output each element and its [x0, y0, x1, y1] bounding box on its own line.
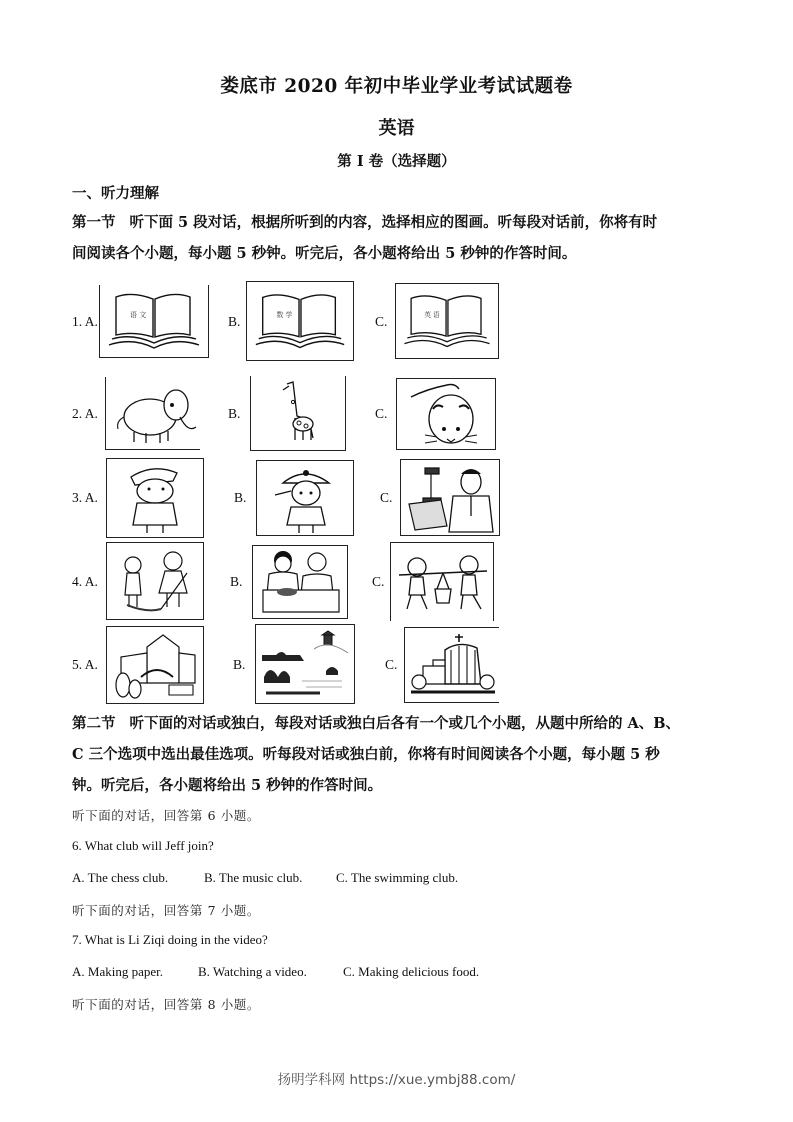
- q3-option-a-image: [106, 458, 204, 538]
- svg-text:语 文: 语 文: [130, 311, 147, 319]
- svg-text:英 语: 英 语: [424, 311, 440, 320]
- giraffe-icon: [251, 376, 345, 450]
- q4-label-a: 4. A.: [72, 574, 98, 589]
- q7-option-a: A. Making paper.: [72, 964, 163, 979]
- section2-label: 第二节: [72, 715, 116, 732]
- section1-label: 第一节: [72, 214, 116, 231]
- open-book-icon: [247, 282, 353, 360]
- q5-option-b-image: [255, 624, 355, 704]
- q1-option-b-image: [246, 281, 354, 361]
- q7-option-c: C. Making delicious food.: [343, 964, 480, 979]
- section1-instructions: [72, 207, 724, 269]
- svg-text:数 学: 数 学: [276, 311, 293, 320]
- q4-option-b-image: [252, 545, 348, 619]
- q6-option-b: B. The music club.: [204, 870, 303, 885]
- volume-heading: 第 I 卷（选择题）: [337, 153, 456, 170]
- q1-label-a: 1. A.: [72, 314, 98, 329]
- q3-label-b: B.: [234, 490, 247, 505]
- q6-option-a: A. The chess club.: [72, 870, 169, 885]
- section2-line2: C 三个选项中选出最佳选项。听每段对话或独白前，你将有时间阅读各个小题，每小题 5 秒: [72, 746, 660, 763]
- q2-label-a: 2. A.: [72, 406, 98, 421]
- part-heading-listening: 一、听力理解: [72, 185, 159, 202]
- scientist-microscope-icon: [401, 460, 499, 535]
- park-landscape-icon: [256, 625, 354, 703]
- police-officer-icon: [257, 461, 353, 535]
- q3-option-c-image: [400, 459, 500, 536]
- listen-prompt-q7: 听下面的对话，回答第 7 小题。: [72, 903, 261, 918]
- q1-option-a-image: [99, 285, 209, 358]
- question-7: 7. What is Li Ziqi doing in the video?: [72, 932, 268, 947]
- q1-label-b: B.: [228, 314, 241, 329]
- section1-line2: 间阅读各个小题，每小题 5 秒钟。听完后，各小题将给出 5 秒钟的作答时间。: [72, 245, 577, 262]
- q2-label-b: B.: [228, 406, 241, 421]
- q5-option-a-image: [106, 626, 204, 704]
- watermark-footer: 扬明学科网 https://xue.ymbj88.com/: [277, 1072, 516, 1088]
- q4-option-a-image: [106, 542, 204, 620]
- q3-label-c: C.: [380, 490, 393, 505]
- section2-line1: 听下面的对话或独白，每段对话或独白后各有一个或几个小题，从题中所给的 A、B、: [129, 715, 681, 732]
- q4-label-b: B.: [230, 574, 243, 589]
- q5-option-c-image: [404, 627, 499, 703]
- section2-line3: 钟。听完后，各小题将给出 5 秒钟的作答时间。: [72, 777, 383, 794]
- q2-option-b-image: [250, 376, 346, 451]
- children-sweeping-icon: [107, 543, 203, 619]
- soldier-icon: [107, 459, 203, 537]
- q1-label-c: C.: [375, 314, 388, 329]
- listen-prompt-q6: 听下面的对话，回答第 6 小题。: [72, 808, 261, 823]
- children-cooking-icon: [253, 546, 347, 618]
- open-book-icon: [100, 285, 208, 357]
- q3-option-b-image: [256, 460, 354, 536]
- q2-option-c-image: [396, 378, 496, 450]
- q5-label-b: B.: [233, 657, 246, 672]
- q2-option-a-image: [105, 377, 200, 450]
- listen-prompt-q8: 听下面的对话，回答第 8 小题。: [72, 997, 261, 1012]
- q3-label-a: 3. A.: [72, 490, 98, 505]
- q5-label-c: C.: [385, 657, 398, 672]
- mouse-icon: [397, 379, 495, 449]
- elephant-icon: [106, 377, 200, 449]
- q4-label-c: C.: [372, 574, 385, 589]
- q7-option-b: B. Watching a video.: [198, 964, 307, 979]
- q5-label-a: 5. A.: [72, 657, 98, 672]
- q2-label-c: C.: [375, 406, 388, 421]
- q6-option-c: C. The swimming club.: [336, 870, 459, 885]
- section2-instructions: [72, 708, 724, 801]
- question-6: 6. What club will Jeff join?: [72, 838, 214, 853]
- church-building-icon: [405, 628, 499, 702]
- school-building-icon: [107, 627, 203, 703]
- section1-line1: 听下面 5 段对话，根据所听到的内容，选择相应的图画。听每段对话前，你将有时: [129, 214, 658, 231]
- open-book-icon: [396, 284, 498, 358]
- exam-title: 娄底市 2020 年初中毕业学业考试试题卷: [220, 76, 573, 97]
- subject-heading: 英语: [378, 118, 415, 139]
- q4-option-c-image: [390, 542, 494, 621]
- q1-option-c-image: [395, 283, 499, 359]
- children-carrying-bucket-icon: [391, 543, 493, 621]
